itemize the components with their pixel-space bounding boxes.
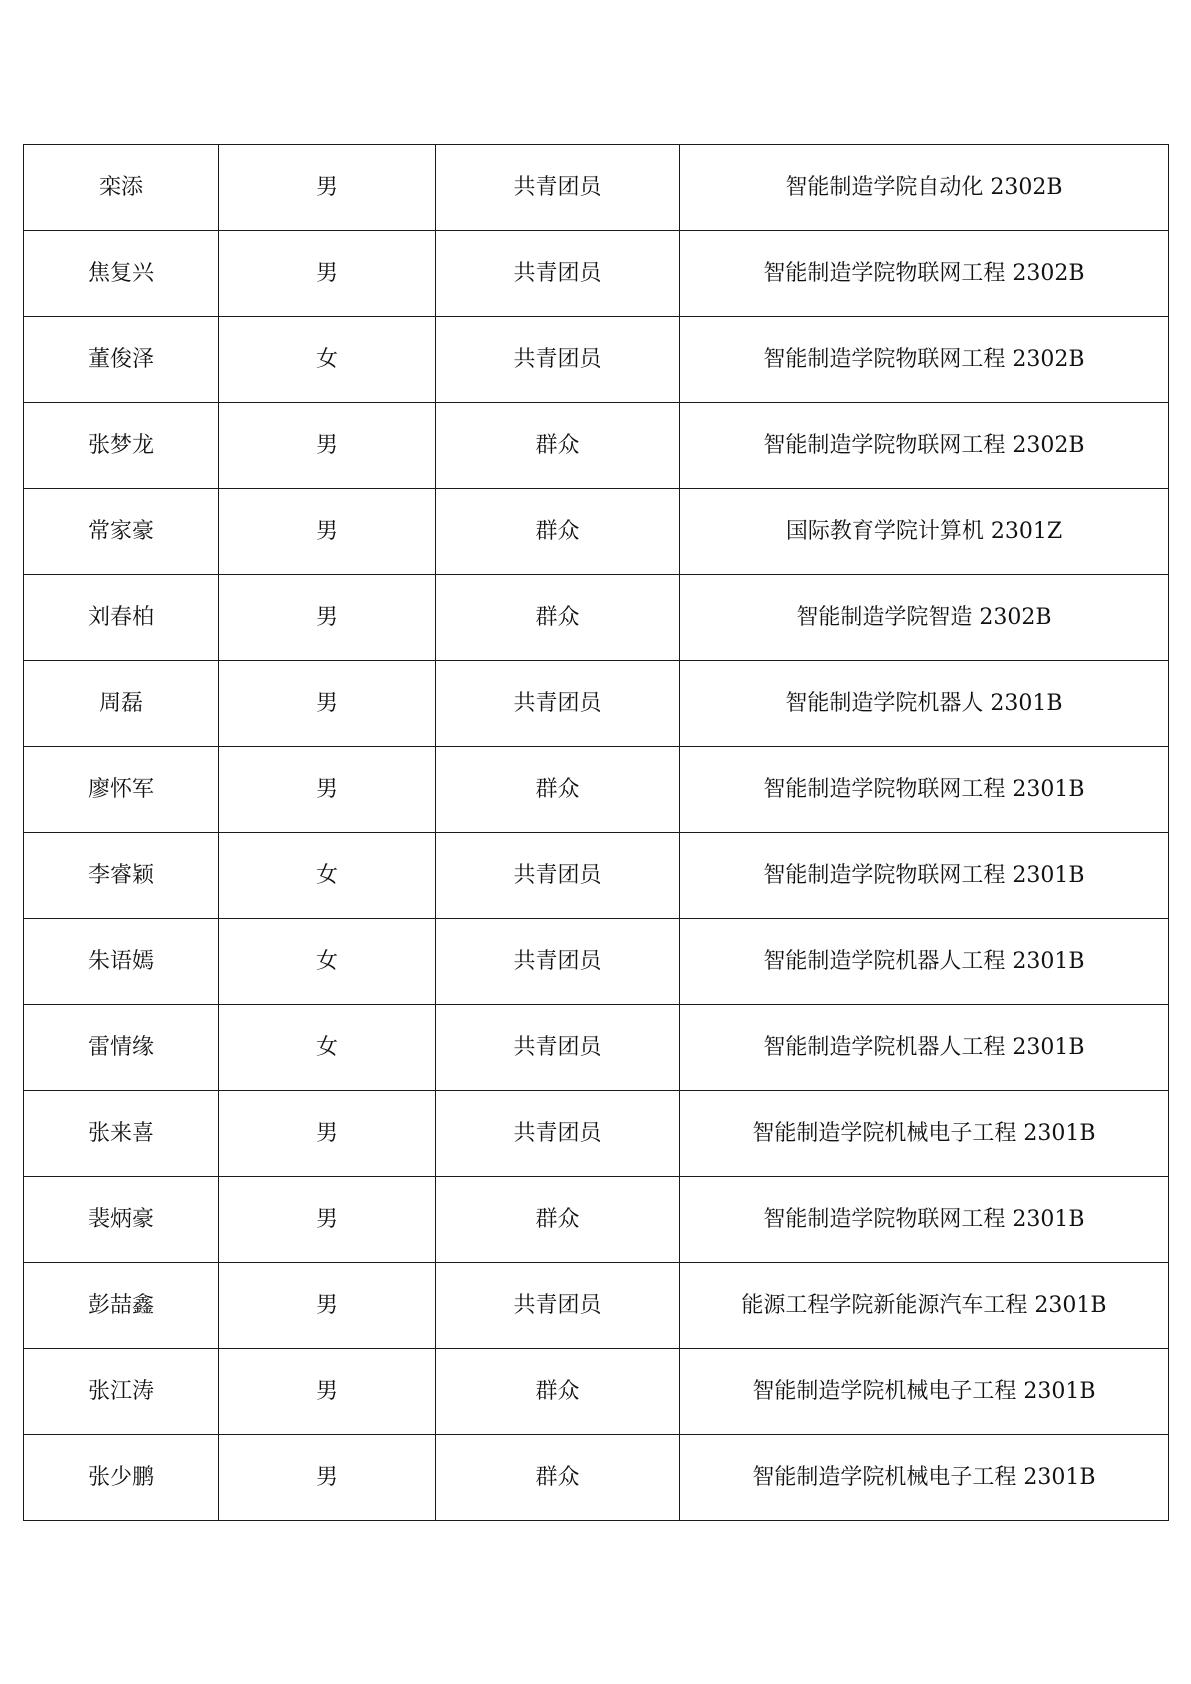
table-row [24, 1091, 1169, 1177]
gender-cell: 女 [219, 1005, 436, 1091]
class-cell: 智能制造学院机器人 2301B [680, 661, 1169, 747]
gender-cell: 男 [219, 489, 436, 575]
table-row [24, 145, 1169, 231]
table-row [24, 1349, 1169, 1435]
gender-cell: 女 [219, 833, 436, 919]
political-status-cell: 群众 [436, 1177, 680, 1263]
gender-cell: 男 [219, 1177, 436, 1263]
political-status-cell: 共青团员 [436, 145, 680, 231]
political-status-cell: 共青团员 [436, 833, 680, 919]
class-cell: 智能制造学院物联网工程 2301B [680, 1177, 1169, 1263]
table-row [24, 919, 1169, 1005]
political-status-cell: 群众 [436, 575, 680, 661]
student-roster-table [23, 144, 1169, 1521]
gender-cell: 女 [219, 317, 436, 403]
gender-cell: 男 [219, 747, 436, 833]
political-status-cell: 共青团员 [436, 1091, 680, 1177]
class-cell: 智能制造学院物联网工程 2301B [680, 747, 1169, 833]
student-name-cell: 栾添 [24, 145, 219, 231]
gender-cell: 男 [219, 145, 436, 231]
class-cell: 智能制造学院物联网工程 2302B [680, 231, 1169, 317]
table-row [24, 1177, 1169, 1263]
student-name-cell: 董俊泽 [24, 317, 219, 403]
political-status-cell: 群众 [436, 489, 680, 575]
gender-cell: 男 [219, 1349, 436, 1435]
class-cell: 能源工程学院新能源汽车工程 2301B [680, 1263, 1169, 1349]
political-status-cell: 群众 [436, 1349, 680, 1435]
student-name-cell: 裴炳豪 [24, 1177, 219, 1263]
student-name-cell: 张江涛 [24, 1349, 219, 1435]
political-status-cell: 群众 [436, 747, 680, 833]
political-status-cell: 共青团员 [436, 919, 680, 1005]
political-status-cell: 共青团员 [436, 231, 680, 317]
class-cell: 智能制造学院机器人工程 2301B [680, 919, 1169, 1005]
table-row [24, 833, 1169, 919]
gender-cell: 男 [219, 231, 436, 317]
student-name-cell: 周磊 [24, 661, 219, 747]
political-status-cell: 共青团员 [436, 317, 680, 403]
student-name-cell: 张少鹏 [24, 1435, 219, 1521]
roster-table-body [24, 145, 1169, 1521]
gender-cell: 男 [219, 1263, 436, 1349]
class-cell: 智能制造学院机械电子工程 2301B [680, 1091, 1169, 1177]
political-status-cell: 共青团员 [436, 661, 680, 747]
student-name-cell: 张梦龙 [24, 403, 219, 489]
table-row [24, 231, 1169, 317]
student-name-cell: 刘春柏 [24, 575, 219, 661]
student-name-cell: 焦复兴 [24, 231, 219, 317]
student-name-cell: 雷情缘 [24, 1005, 219, 1091]
class-cell: 智能制造学院机器人工程 2301B [680, 1005, 1169, 1091]
gender-cell: 男 [219, 661, 436, 747]
political-status-cell: 共青团员 [436, 1263, 680, 1349]
gender-cell: 男 [219, 1091, 436, 1177]
table-row [24, 747, 1169, 833]
table-row [24, 1005, 1169, 1091]
table-row [24, 1263, 1169, 1349]
table-row [24, 317, 1169, 403]
class-cell: 智能制造学院物联网工程 2301B [680, 833, 1169, 919]
political-status-cell: 群众 [436, 403, 680, 489]
political-status-cell: 共青团员 [436, 1005, 680, 1091]
political-status-cell: 群众 [436, 1435, 680, 1521]
student-name-cell: 彭喆鑫 [24, 1263, 219, 1349]
table-row [24, 661, 1169, 747]
student-name-cell: 李睿颖 [24, 833, 219, 919]
student-name-cell: 张来喜 [24, 1091, 219, 1177]
table-row [24, 575, 1169, 661]
gender-cell: 女 [219, 919, 436, 1005]
gender-cell: 男 [219, 403, 436, 489]
class-cell: 智能制造学院物联网工程 2302B [680, 317, 1169, 403]
gender-cell: 男 [219, 575, 436, 661]
table-row [24, 489, 1169, 575]
class-cell: 智能制造学院自动化 2302B [680, 145, 1169, 231]
table-row [24, 403, 1169, 489]
table-row [24, 1435, 1169, 1521]
class-cell: 智能制造学院机械电子工程 2301B [680, 1349, 1169, 1435]
gender-cell: 男 [219, 1435, 436, 1521]
student-name-cell: 朱语嫣 [24, 919, 219, 1005]
class-cell: 智能制造学院物联网工程 2302B [680, 403, 1169, 489]
student-name-cell: 常家豪 [24, 489, 219, 575]
class-cell: 智能制造学院机械电子工程 2301B [680, 1435, 1169, 1521]
class-cell: 智能制造学院智造 2302B [680, 575, 1169, 661]
student-name-cell: 廖怀军 [24, 747, 219, 833]
class-cell: 国际教育学院计算机 2301Z [680, 489, 1169, 575]
